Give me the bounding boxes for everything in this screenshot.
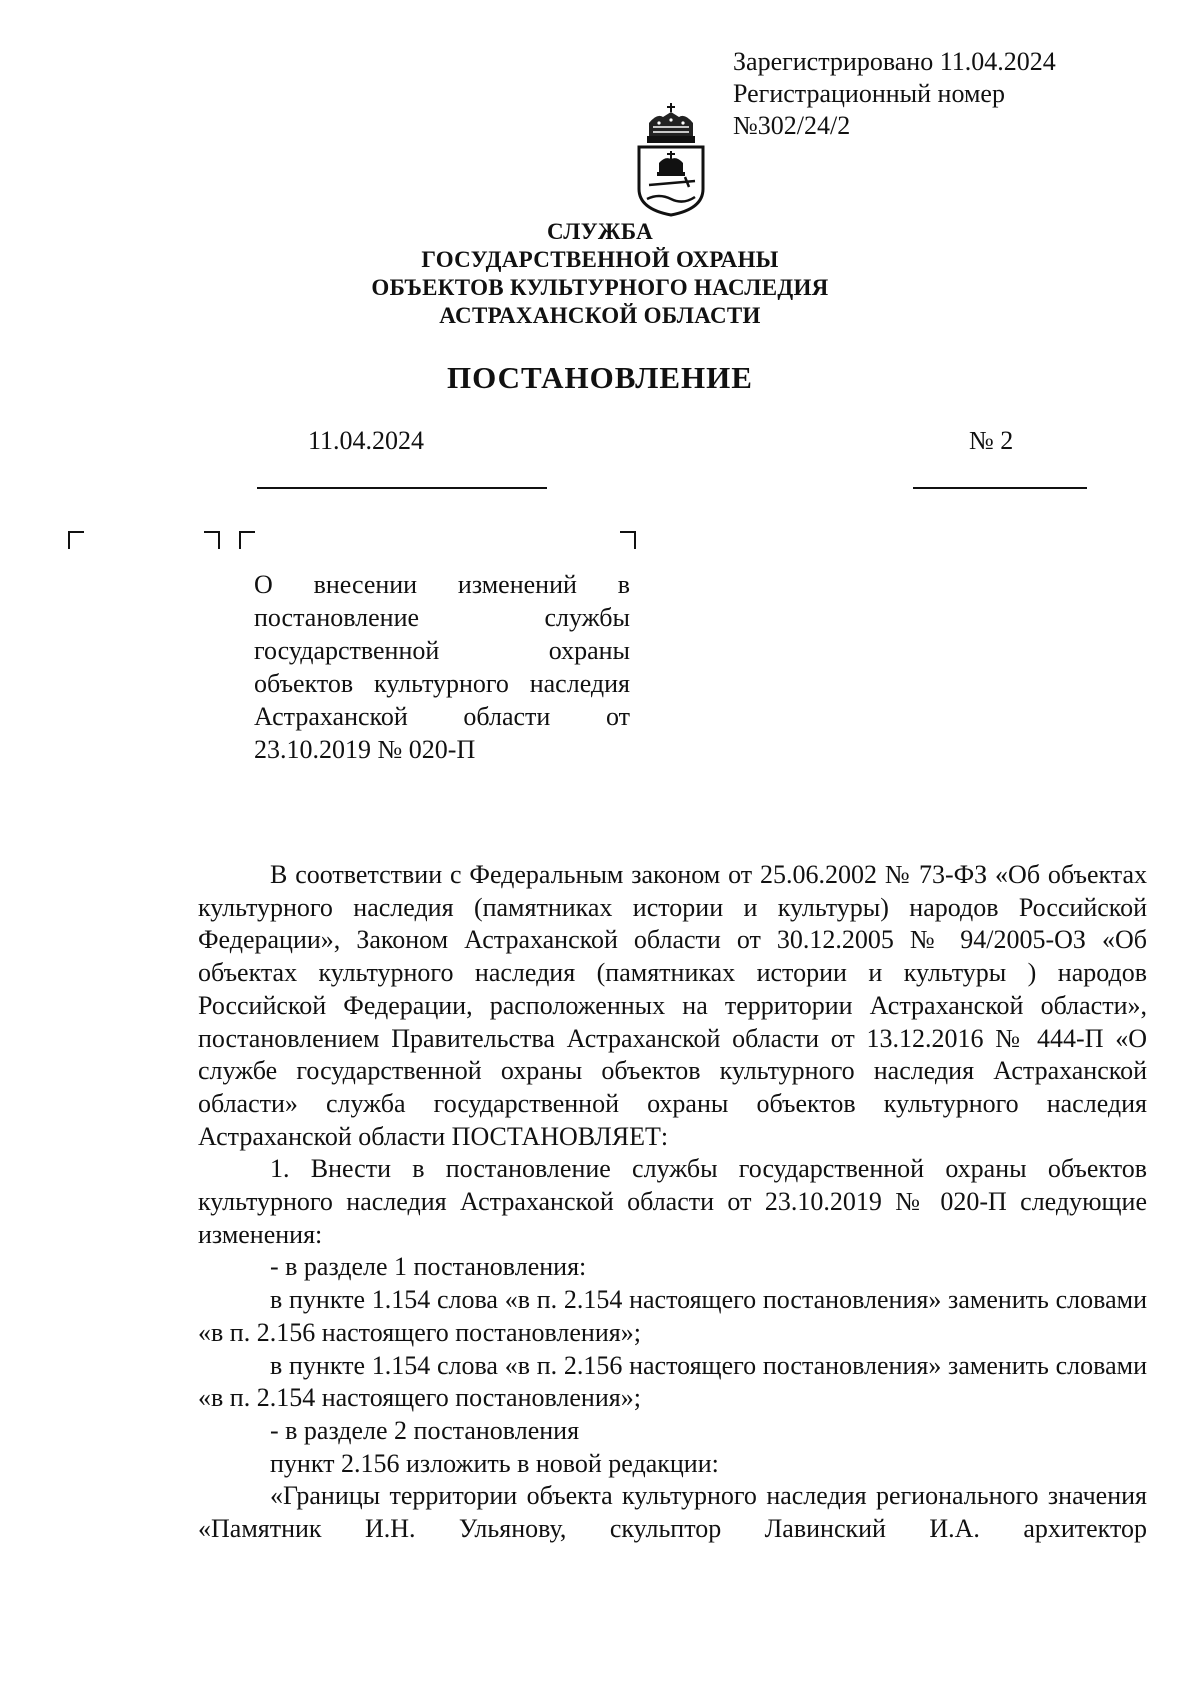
subject-text: О внесении изменений в постановление службы государственной охраны объектов культурного наследия Астраханской области от 23.10.2019 № 020-П — [254, 570, 630, 764]
astrakhan-coat-of-arms-icon — [633, 103, 709, 217]
body-section-1-heading: - в разделе 1 постановления: — [270, 1252, 587, 1282]
registration-date: Зарегистрировано 11.04.2024 — [733, 47, 1056, 76]
body-preamble: В соответствии с Федеральным законом от 25.06.2002 № 73-ФЗ «Об объектах культурного наследия (памятниках истории и культуры) народов Российской Федерации», Законом Астраханской области от 30.12.2005 № 94/2005-ОЗ «Об объектах культурного наследия (памятниках истории и культуры ) народов Российской Федерации, расположенных на территории Астраханской области», постановлением Правительства Астраханской области от 13.12.2016 № 444-П «О службе государственной охраны объектов культурного наследия Астраханской области» служба государственной охраны объектов культурного наследия Астраханской области ПОСТАНОВЛЯЕТ: — [198, 860, 1147, 1151]
body-change-3: пункт 2.156 изложить в новой редакции: — [270, 1448, 719, 1478]
left-block-corner-end — [204, 531, 220, 549]
registration-stamp — [733, 46, 1056, 142]
document-type-title: ПОСТАНОВЛЕНИЕ — [447, 360, 753, 395]
agency-name — [300, 218, 900, 330]
body-change-2: в пункте 1.154 слова «в п. 2.156 настоящего постановления» заменить словами «в п. 2.154 настоящего постановления»; — [198, 1350, 1147, 1413]
registration-number: №302/24/2 — [733, 111, 851, 140]
agency-line-3: ОБЪЕКТОВ КУЛЬТУРНОГО НАСЛЕДИЯ — [371, 275, 829, 300]
agency-line-1: СЛУЖБА — [546, 219, 654, 244]
document-number: № 2 — [969, 426, 1014, 455]
left-block-corner-start — [68, 531, 84, 549]
date-underline — [257, 487, 547, 489]
number-underline — [913, 487, 1087, 489]
body-change-1: в пункте 1.154 слова «в п. 2.154 настоящего постановления» заменить словами «в п. 2.156 настоящего постановления»; — [198, 1285, 1147, 1347]
agency-line-2: ГОСУДАРСТВЕННОЙ ОХРАНЫ — [421, 247, 779, 272]
document-date: 11.04.2024 — [308, 426, 425, 455]
subject-block-corner-end — [620, 531, 636, 549]
body-item-1: 1. Внести в постановление службы государственной охраны объектов культурного наследия Астраханской области от 23.10.2019 № 020-П следующие изменения: — [198, 1154, 1147, 1249]
registration-number-label: Регистрационный номер — [733, 79, 1005, 108]
document-body — [198, 859, 1147, 1546]
subject-block-corner-start — [239, 531, 255, 549]
body-new-wording: «Границы территории объекта культурного наследия регионального значения «Памятник И.Н. Ульянову, скульптор Лавинский И.А. архитектор — [198, 1481, 1147, 1544]
document-subject — [254, 568, 630, 766]
body-section-2-heading: - в разделе 2 постановления — [270, 1415, 580, 1445]
agency-line-4: АСТРАХАНСКОЙ ОБЛАСТИ — [439, 303, 761, 328]
